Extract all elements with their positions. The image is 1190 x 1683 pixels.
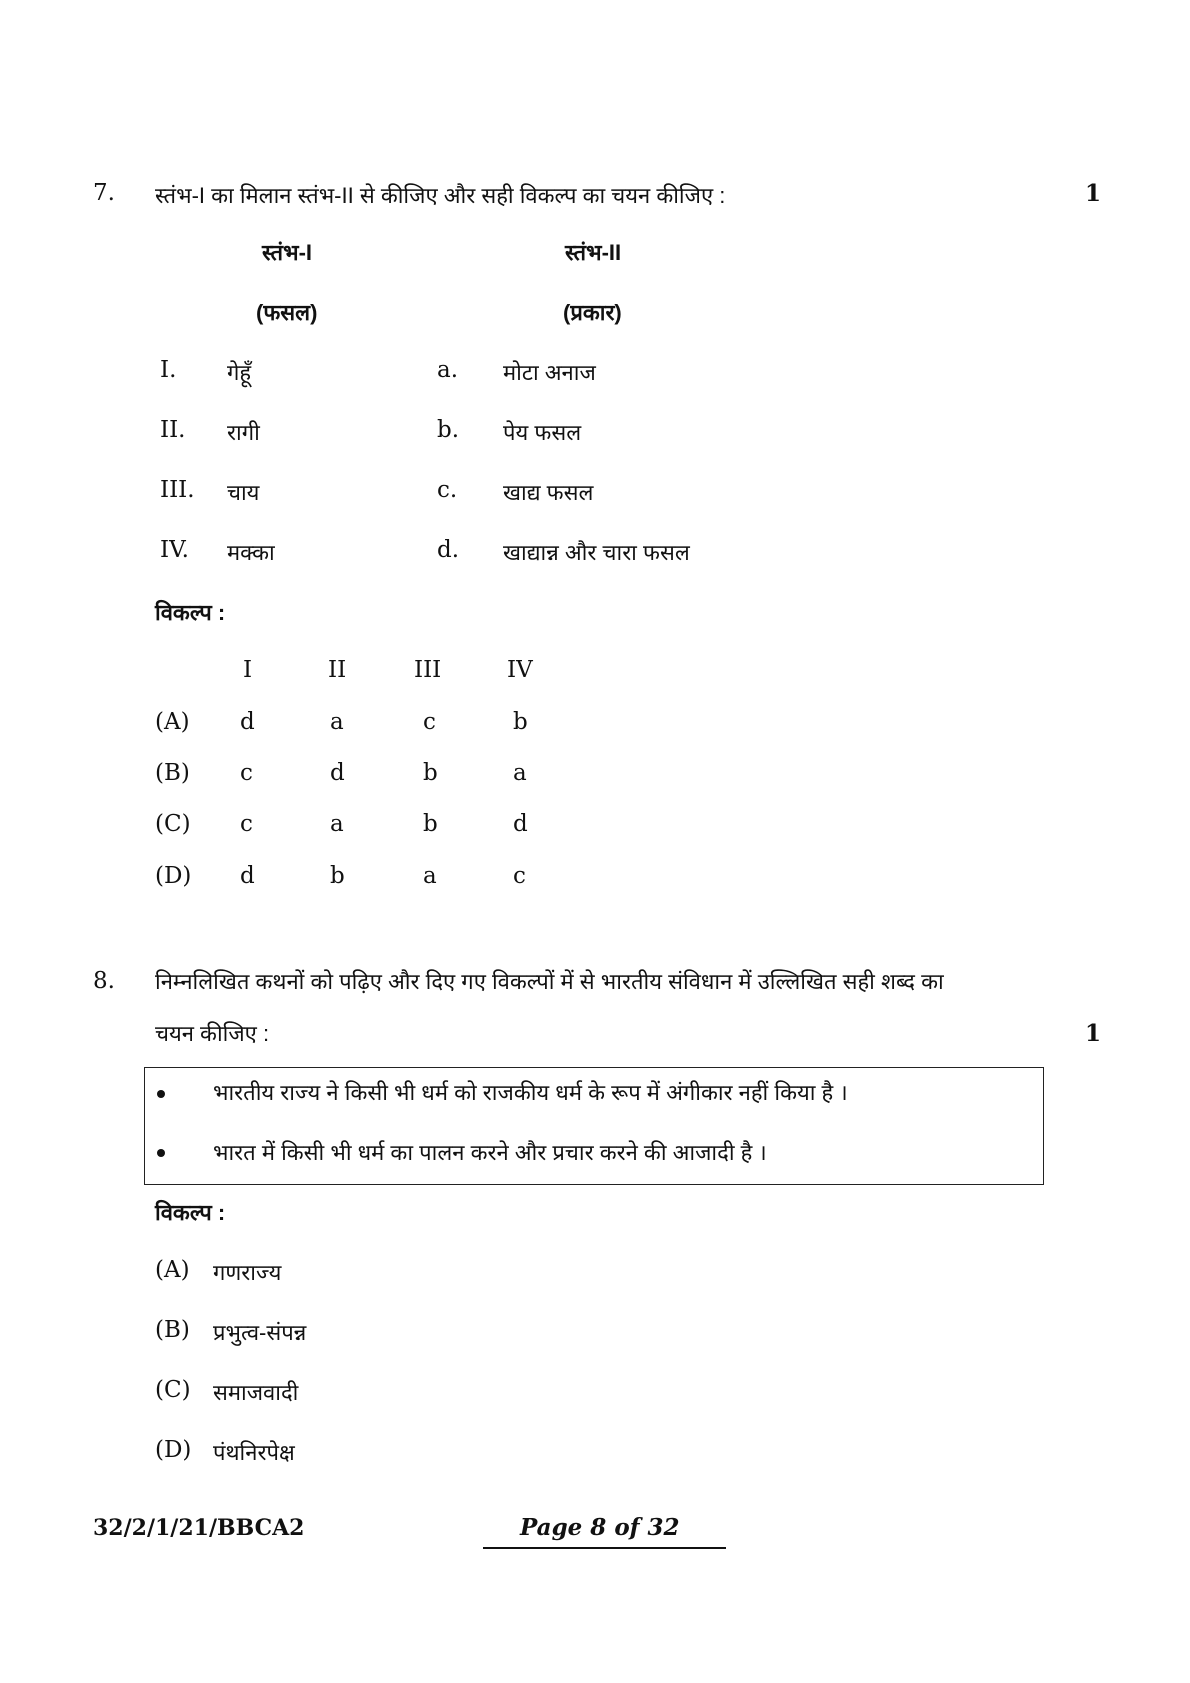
question-number: 7.: [93, 180, 115, 206]
question-prompt-line-2: चयन कीजिए :: [155, 1021, 270, 1046]
option-label[interactable]: (D): [155, 863, 192, 889]
left-text: गेहूँ: [227, 360, 252, 385]
option-text[interactable]: समाजवादी: [213, 1380, 299, 1405]
bullet-icon: [157, 1090, 165, 1098]
option-text[interactable]: पंथनिरपेक्ष: [213, 1440, 295, 1465]
option-label[interactable]: (D): [155, 1437, 192, 1463]
right-text: मोटा अनाज: [503, 360, 596, 385]
question-prompt: स्तंभ-I का मिलान स्तंभ-II से कीजिए और सही विकल्प का चयन कीजिए :: [155, 183, 726, 208]
question-prompt-line-1: निम्नलिखित कथनों को पढ़िए और दिए गए विकल्पों में से भारतीय संविधान में उल्लिखित सही शब्द का: [155, 969, 944, 994]
option-text[interactable]: प्रभुत्व-संपन्न: [213, 1320, 307, 1345]
left-label: II.: [160, 417, 186, 443]
footer-underline: [483, 1547, 726, 1549]
option-label[interactable]: (C): [155, 1377, 191, 1403]
option-cell: a: [330, 709, 344, 735]
left-text: चाय: [227, 480, 260, 505]
option-cell: d: [240, 863, 255, 889]
right-label: a.: [437, 357, 459, 383]
option-label[interactable]: (B): [155, 1317, 190, 1343]
options-header-cell: I: [243, 657, 253, 683]
left-label: IV.: [160, 537, 189, 563]
option-cell: b: [513, 709, 528, 735]
bullet-icon: [157, 1149, 165, 1157]
right-text: पेय फसल: [503, 420, 582, 445]
option-cell: d: [513, 811, 528, 837]
question-marks: 1: [1085, 180, 1102, 207]
option-cell: d: [330, 760, 345, 786]
right-text: खाद्यान्न और चारा फसल: [503, 540, 690, 565]
column-2-header: स्तंभ-II: [565, 240, 622, 265]
statement-text: भारतीय राज्य ने किसी भी धर्म को राजकीय धर्म के रूप में अंगीकार नहीं किया है ।: [213, 1080, 848, 1105]
page-number: Page 8 of 32: [520, 1514, 680, 1541]
options-header-cell: II: [328, 657, 347, 683]
paper-code: 32/2/1/21/BBCA2: [93, 1515, 305, 1541]
left-label: I.: [160, 357, 177, 383]
column-1-subheader: (फसल): [256, 300, 318, 325]
column-1-header: स्तंभ-I: [262, 240, 313, 265]
option-text[interactable]: गणराज्य: [213, 1260, 282, 1285]
option-label[interactable]: (B): [155, 760, 190, 786]
left-text: रागी: [227, 420, 260, 445]
option-cell: a: [423, 863, 437, 889]
question-marks: 1: [1085, 1020, 1102, 1047]
column-2-subheader: (प्रकार): [563, 300, 622, 325]
left-text: मक्का: [227, 540, 275, 565]
options-label: विकल्प :: [155, 600, 226, 625]
left-label: III.: [160, 477, 195, 503]
option-label[interactable]: (C): [155, 811, 191, 837]
statement-text: भारत में किसी भी धर्म का पालन करने और प्रचार करने की आजादी है ।: [213, 1140, 767, 1165]
option-label[interactable]: (A): [155, 1257, 190, 1283]
option-cell: c: [513, 863, 526, 889]
options-header-cell: III: [414, 657, 442, 683]
option-cell: b: [330, 863, 345, 889]
option-cell: c: [423, 709, 436, 735]
right-label: d.: [437, 537, 460, 563]
option-cell: b: [423, 811, 438, 837]
option-label[interactable]: (A): [155, 709, 190, 735]
options-header-cell: IV: [507, 657, 533, 683]
right-label: b.: [437, 417, 460, 443]
right-text: खाद्य फसल: [503, 480, 594, 505]
option-cell: c: [240, 811, 253, 837]
option-cell: a: [513, 760, 527, 786]
option-cell: b: [423, 760, 438, 786]
option-cell: d: [240, 709, 255, 735]
option-cell: c: [240, 760, 253, 786]
option-cell: a: [330, 811, 344, 837]
question-number: 8.: [93, 968, 115, 994]
options-label: विकल्प :: [155, 1200, 226, 1225]
right-label: c.: [437, 477, 458, 503]
